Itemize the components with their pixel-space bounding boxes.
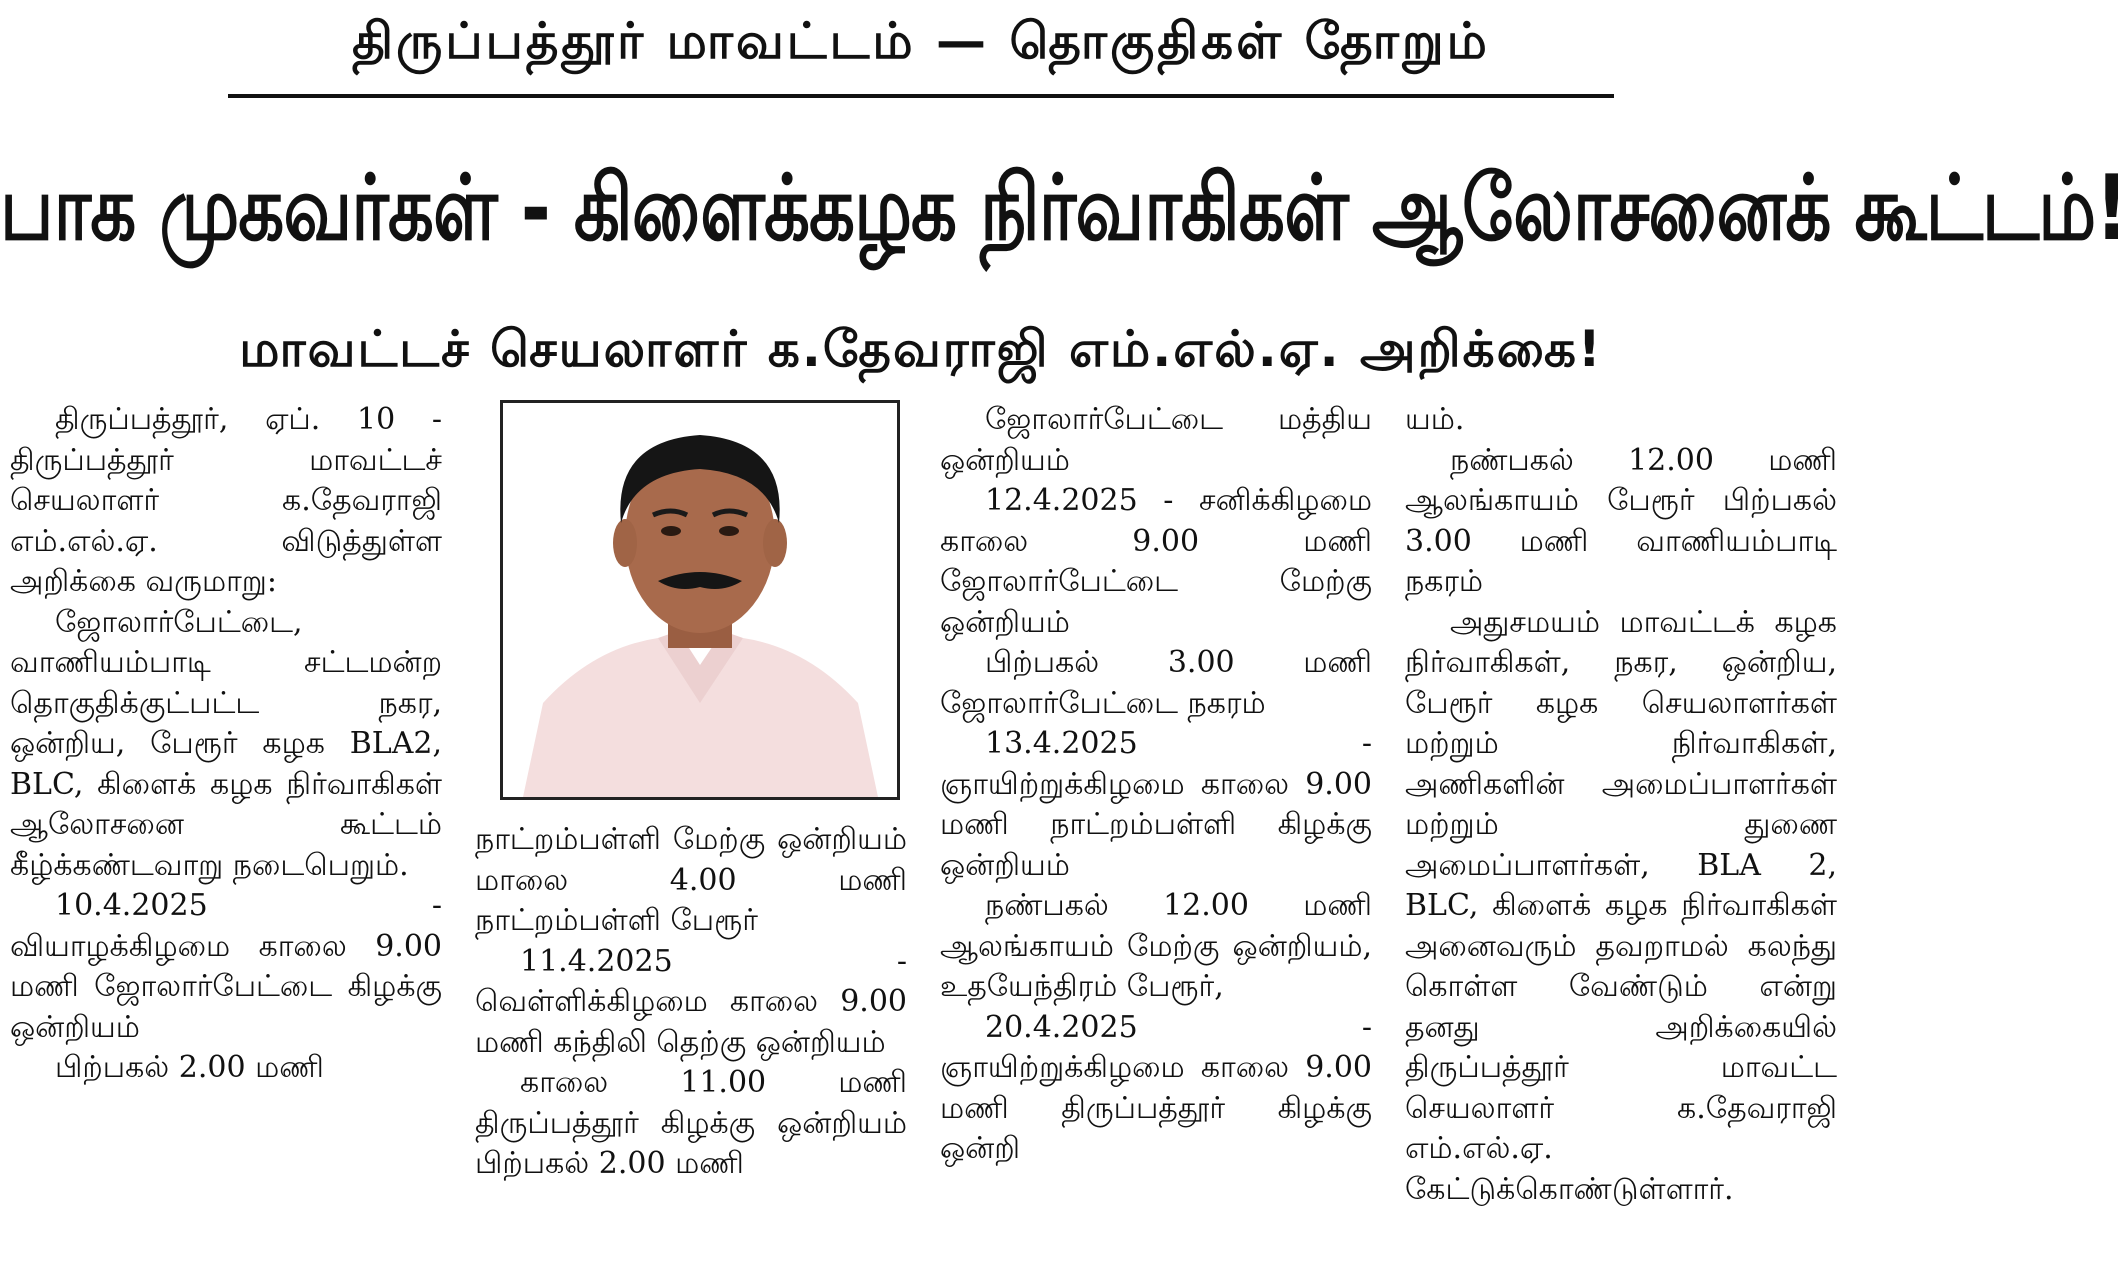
schedule-entry: 12.4.2025 - சனிக்கிழமை காலை 9.00 மணி ஜோலார்பேட்டை மேற்கு ஒன்றியம் — [940, 483, 1372, 640]
portrait-icon — [503, 403, 897, 797]
schedule-entry: பிற்பகல் 3.00 மணி ஜோலார்பேட்டை நகரம் — [940, 645, 1372, 721]
heading-divider — [228, 94, 1614, 98]
paragraph-closing: அதுசமயம் மாவட்டக் கழக நிர்வாகிகள், நகர, ஒன்றிய, பேரூர் கழக செயலாளர்கள் மற்றும் நிர்வாகிகள், அணிகளின் அமைப்பாளர்கள் மற்றும் துணை அமைப்பாளர்கள், BLA 2, BLC, கிளைக் கழக நிர்வாகிகள் அனைவரும் தவறாமல் கலந்து கொள்ள வேண்டும் என்று தனது அறிக்கையில் திருப்பத்தூர் மாவட்ட செயலாளர் க.தேவராஜி எம்.எல்.ஏ. கேட்டுக்கொண்டுள்ளார். — [1405, 604, 1837, 1207]
article-column-4 — [1405, 400, 1837, 1210]
schedule-entry: ஜோலார்பேட்டை மத்திய ஒன்றியம் — [940, 402, 1372, 478]
paragraph-dateline: திருப்பத்தூர், ஏப். 10 - திருப்பத்தூர் மாவட்டச் செயலாளர் க.தேவராஜி எம்.எல்.ஏ. விடுத்துள்ள அறிக்கை வருமாறு: — [10, 402, 442, 599]
schedule-entry: 13.4.2025 - ஞாயிற்றுக்கிழமை காலை 9.00 மணி நாட்றம்பள்ளி கிழக்கு ஒன்றியம் — [940, 726, 1372, 883]
schedule-entry: பிற்பகல் 2.00 மணி — [55, 1050, 324, 1085]
article-column-1 — [10, 400, 442, 1089]
article-column-3 — [940, 400, 1372, 1170]
sub-headline: மாவட்டச் செயலாளர் க.தேவராஜி எம்.எல்.ஏ. அறிக்கை! — [239, 320, 1603, 378]
main-headline: பாக முகவர்கள் - கிளைக்கழக நிர்வாகிகள் ஆலோசனைக் கூட்டம்! — [0, 155, 2127, 260]
schedule-entry: யம். — [1405, 402, 1465, 437]
schedule-entry: 11.4.2025 - வெள்ளிக்கிழமை காலை 9.00 மணி கந்திலி தெற்கு ஒன்றியம் — [475, 943, 907, 1060]
schedule-entry: காலை 11.00 மணி திருப்பத்தூர் கிழக்கு ஒன்றியம் பிற்பகல் 2.00 மணி — [475, 1065, 907, 1181]
schedule-entry: 20.4.2025 - ஞாயிற்றுக்கிழமை காலை 9.00 மணி திருப்பத்தூர் கிழக்கு ஒன்றி — [940, 1009, 1372, 1166]
paragraph-intro: ஜோலார்பேட்டை, வாணியம்பாடி சட்டமன்ற தொகுதிக்குட்பட்ட நகர, ஒன்றிய, பேரூர் கழக BLA2, BLC, கிளைக் கழக நிர்வாகிகள் ஆலோசனை கூட்டம் கீழ்க்கண்டவாறு நடைபெறும். — [10, 604, 442, 883]
kicker-heading: திருப்பத்தூர் மாவட்டம் — தொகுதிகள் தோறும் — [352, 12, 1490, 70]
portrait-photo — [500, 400, 900, 800]
schedule-entry: நண்பகல் 12.00 மணி ஆலங்காயம் மேற்கு ஒன்றியம், உதயேந்திரம் பேரூர், — [940, 888, 1372, 1004]
article-column-2 — [475, 820, 907, 1185]
schedule-entry: நண்பகல் 12.00 மணி ஆலங்காயம் பேரூர் பிற்பகல் 3.00 மணி வாணியம்பாடி நகரம் — [1405, 442, 1837, 599]
schedule-entry: 10.4.2025 - வியாழக்கிழமை காலை 9.00 மணி ஜோலார்பேட்டை கிழக்கு ஒன்றியம் — [10, 888, 442, 1045]
schedule-entry: நாட்றம்பள்ளி மேற்கு ஒன்றியம் மாலை 4.00 மணி நாட்றம்பள்ளி பேரூர் — [475, 822, 907, 938]
